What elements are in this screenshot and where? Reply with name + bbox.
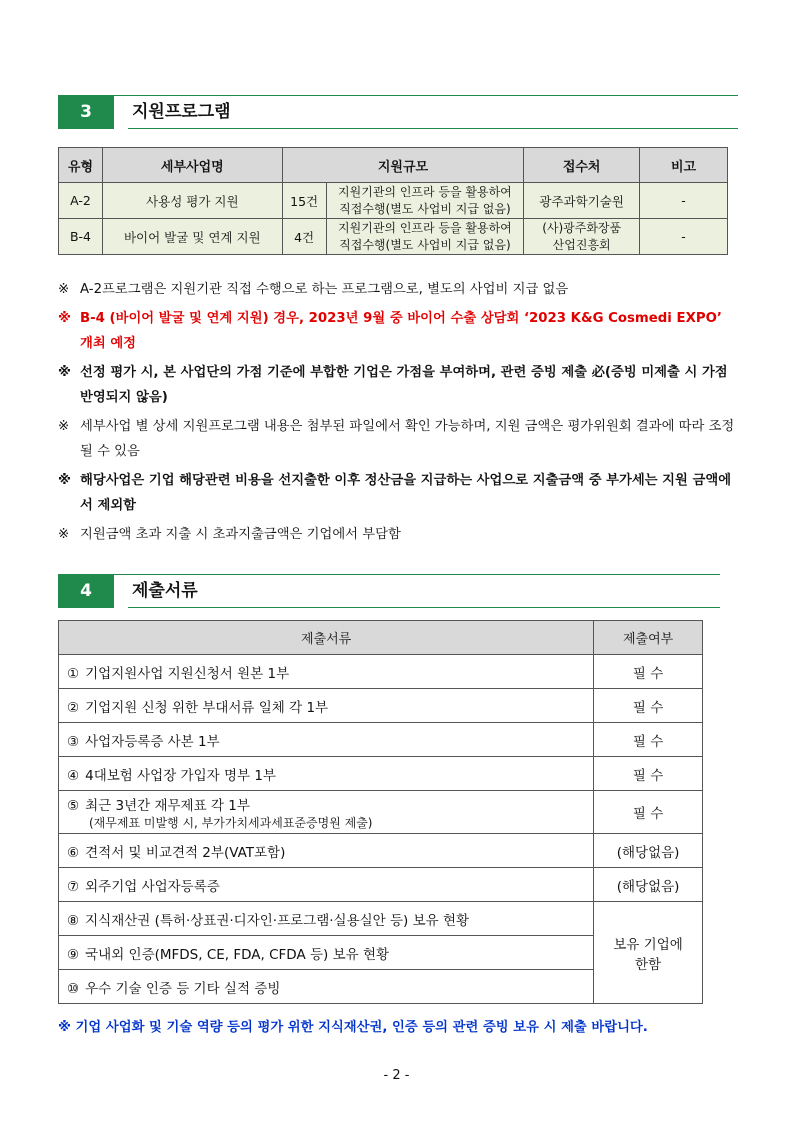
section-4-header	[58, 574, 738, 608]
table-row	[59, 689, 703, 723]
reference-mark: ※	[58, 527, 70, 542]
table-row	[59, 902, 703, 936]
footer-note: ※ 기업 사업화 및 기술 역량 등의 평가 위한 지식재산권, 인증 등의 관련 증빙 보유 시 제출 바랍니다.	[58, 1020, 648, 1035]
reference-mark: ※	[58, 311, 71, 326]
submission-documents-table	[58, 620, 703, 1004]
item-number: ③	[67, 733, 80, 750]
cell-name: 사용성 평가 지원	[102, 183, 282, 219]
cell-name: 바이어 발굴 및 연계 지원	[102, 219, 282, 255]
merged-line: 한함	[635, 956, 662, 973]
org-line: (사)광주화장품	[542, 220, 622, 235]
item-text: 지식재산권 (특허·상표권·디자인·프로그램·실용실안 등) 보유 현황	[85, 912, 470, 929]
document-item	[59, 791, 594, 834]
reference-mark: ※	[58, 365, 71, 380]
section-divider	[114, 574, 720, 575]
notes-list	[58, 277, 738, 551]
note-text: 해당사업은 기업 해당관련 비용을 선지출한 이후 정산금을 지급하는 사업으로 지출금액 중 부가세는 지원 금액에서 제외함	[80, 473, 732, 513]
note-text: B-4 (바이어 발굴 및 연계 지원) 경우, 2023년 9월 중 바이어 수출 상담회 ‘2023 K&G Cosmedi EXPO’ 개최 예정	[80, 311, 722, 351]
cell-org: 광주과학기술원	[524, 183, 640, 219]
cell-desc	[326, 219, 524, 255]
header-documents: 제출서류	[59, 621, 594, 655]
header-scale: 지원규모	[282, 148, 524, 183]
item-number: ⑦	[67, 878, 80, 895]
required-status: 필 수	[594, 757, 703, 791]
header-name: 세부사업명	[102, 148, 282, 183]
item-number: ②	[67, 699, 80, 716]
document-item	[59, 902, 594, 936]
cell-count: 15건	[282, 183, 326, 219]
header-type: 유형	[59, 148, 103, 183]
item-number: ⑥	[67, 844, 80, 861]
item-text: 최근 3년간 재무제표 각 1부	[85, 797, 250, 814]
cell-type: B-4	[59, 219, 103, 255]
table-row	[59, 791, 703, 834]
reference-mark: ※	[58, 419, 70, 434]
document-item	[59, 723, 594, 757]
table-row	[59, 757, 703, 791]
table-header-row	[59, 148, 728, 183]
required-status: (해당없음)	[594, 868, 703, 902]
note-item	[58, 360, 738, 410]
note-item	[58, 306, 738, 356]
desc-line: 지원기관의 인프라 등을 활용하여	[338, 184, 512, 199]
note-text: 세부사업 별 상세 지원프로그램 내용은 첨부된 파일에서 확인 가능하며, 지원 금액은 평가위원회 결과에 따라 조정될 수 있음	[80, 419, 735, 459]
document-item	[59, 868, 594, 902]
table-row	[59, 834, 703, 868]
document-item	[59, 757, 594, 791]
cell-note: -	[640, 183, 728, 219]
section-title: 제출서류	[132, 581, 198, 601]
cell-type: A-2	[59, 183, 103, 219]
cell-count: 4건	[282, 219, 326, 255]
reference-mark: ※	[58, 473, 71, 488]
item-number: ①	[67, 665, 80, 682]
table-row	[59, 219, 728, 255]
section-divider	[128, 128, 738, 129]
document-item	[59, 655, 594, 689]
item-number: ④	[67, 767, 80, 784]
item-text: 4대보험 사업장 가입자 명부 1부	[85, 767, 276, 784]
document-item	[59, 936, 594, 970]
note-item	[58, 468, 738, 518]
cell-desc	[326, 183, 524, 219]
section-3-header	[58, 95, 738, 129]
org-line: 산업진흥회	[552, 237, 611, 252]
document-item	[59, 834, 594, 868]
table-header-row	[59, 621, 703, 655]
header-note: 비고	[640, 148, 728, 183]
cell-org	[524, 219, 640, 255]
note-item	[58, 277, 738, 302]
merged-line: 보유 기업에	[613, 936, 683, 953]
cell-note: -	[640, 219, 728, 255]
item-text: 기업지원 신청 위한 부대서류 일체 각 1부	[85, 699, 329, 716]
support-program-table	[58, 147, 728, 255]
reference-mark: ※	[58, 282, 70, 297]
item-text: 국내외 인증(MFDS, CE, FDA, CFDA 등) 보유 현황	[85, 946, 390, 963]
required-status: (해당없음)	[594, 834, 703, 868]
required-status: 필 수	[594, 791, 703, 834]
table-row	[59, 868, 703, 902]
item-text: 견적서 및 비교견적 2부(VAT포함)	[85, 844, 286, 861]
table-row	[59, 655, 703, 689]
header-org: 접수처	[524, 148, 640, 183]
section-title: 지원프로그램	[132, 102, 231, 122]
item-text: 외주기업 사업자등록증	[85, 878, 220, 895]
note-item	[58, 522, 738, 547]
note-text: 선정 평가 시, 본 사업단의 가점 기준에 부합한 기업은 가점을 부여하며, 관련 증빙 제출 必(증빙 미제출 시 가점 반영되지 않음)	[80, 365, 728, 405]
item-number: ⑤	[67, 797, 80, 814]
page-number: - 2 -	[383, 1068, 410, 1083]
section-divider	[128, 607, 720, 608]
item-text: 우수 기술 인증 등 기타 실적 증빙	[85, 980, 281, 997]
header-required: 제출여부	[594, 621, 703, 655]
note-text: 지원금액 초과 지출 시 초과지출금액은 기업에서 부담함	[80, 527, 401, 542]
document-item	[59, 970, 594, 1004]
note-text: A-2프로그램은 지원기관 직접 수행으로 하는 프로그램으로, 별도의 사업비 지급 없음	[80, 282, 569, 297]
item-subtext: (재무제표 미발행 시, 부가가치세과세표준증명원 제출)	[89, 815, 373, 830]
required-status-merged	[594, 902, 703, 1004]
desc-line: 직접수행(별도 사업비 지급 없음)	[339, 237, 511, 252]
required-status: 필 수	[594, 655, 703, 689]
desc-line: 지원기관의 인프라 등을 활용하여	[338, 220, 512, 235]
item-number: ⑨	[67, 946, 80, 963]
item-text: 사업자등록증 사본 1부	[85, 733, 220, 750]
section-number: 3	[58, 95, 114, 129]
table-row	[59, 723, 703, 757]
required-status: 필 수	[594, 723, 703, 757]
item-number: ⑩	[67, 980, 80, 997]
desc-line: 직접수행(별도 사업비 지급 없음)	[339, 201, 511, 216]
document-item	[59, 689, 594, 723]
table-row	[59, 183, 728, 219]
required-status: 필 수	[594, 689, 703, 723]
item-text: 기업지원사업 지원신청서 원본 1부	[85, 665, 290, 682]
item-number: ⑧	[67, 912, 80, 929]
section-number: 4	[58, 574, 114, 608]
note-item	[58, 414, 738, 464]
